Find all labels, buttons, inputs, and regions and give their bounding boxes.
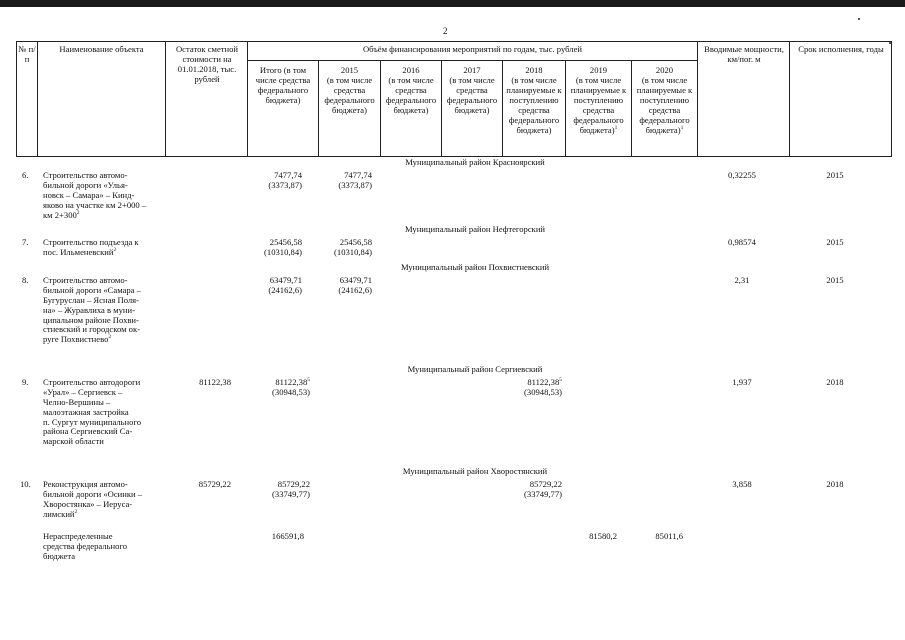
- financing-subheader-line: [247, 60, 697, 61]
- remaining-cost-value: 85729,22: [198, 479, 231, 489]
- grid-line: [37, 41, 38, 157]
- grid-line: [891, 41, 892, 157]
- header-name: Наименование объекта: [59, 44, 144, 54]
- year-2015-value: 63479,71 (24162,6): [338, 275, 372, 295]
- year-2018-value: 81122,38$^5$ (30948,53): [524, 377, 562, 397]
- district-heading: Муниципальный район Нефтегорский: [404, 224, 546, 234]
- deadline-value: 2018: [826, 479, 844, 489]
- object-name: Строительство автомо- бильной дороги «Улья- новск – Самара» – Кинд- яково на участке км 2+000 – км $2+300^2$: [43, 170, 147, 220]
- year-2018-value: 85729,22 (33749,77): [524, 479, 562, 499]
- grid-line: [789, 41, 790, 157]
- capacity-value: 0,98574: [728, 237, 756, 247]
- unallocated-2020: 85011,6: [655, 531, 683, 541]
- capacity-value: 2,31: [734, 275, 750, 285]
- capacity-value: 1,937: [732, 377, 752, 387]
- capacity-value: 0,32255: [728, 170, 756, 180]
- remaining-cost-value: 81122,38: [199, 377, 231, 387]
- total-value: 63479,71 (24162,6): [268, 275, 302, 295]
- object-name: Строительство автодороги «Урал» – Сергиевск – Челно-Вершины – малоэтажная застройка п. Сургут муниципального района Сергиевский Са- марской области: [43, 377, 142, 447]
- row-number: 6.: [22, 170, 29, 180]
- row-number: 9.: [22, 377, 29, 387]
- row-number: 8.: [22, 275, 29, 285]
- row-number: 10.: [20, 479, 31, 489]
- header-year-2016: 2016 (в том числе средства федерального бюджета): [385, 65, 437, 116]
- deadline-value: 2018: [826, 377, 844, 387]
- deadline-value: 2015: [826, 170, 844, 180]
- district-heading: Муниципальный район Красноярский: [405, 157, 545, 167]
- total-value: 25456,58 (10310,84): [264, 237, 302, 257]
- unallocated-name: Нераспределенные средства федерального бюджета: [43, 531, 128, 561]
- header-year-2018: 2018 (в том числе планируемые к поступлению средства федерального бюджета): [506, 65, 562, 136]
- row-number: 7.: [22, 237, 29, 247]
- district-heading: Муниципальный район Хворостянский: [402, 466, 548, 476]
- deadline-value: 2015: [826, 237, 844, 247]
- deadline-value: 2015: [826, 275, 844, 285]
- grid-line: [165, 41, 166, 157]
- header-num: № п/п: [18, 44, 36, 65]
- object-name: Строительство подъезда к пос. Ильменевский$^2$: [43, 237, 139, 257]
- unallocated-total: 166591,8: [271, 531, 304, 541]
- grid-line: [697, 41, 698, 157]
- page-top-border: [0, 0, 905, 7]
- header-year-2017: 2017 (в том числе средства федерального бюджета): [446, 65, 498, 116]
- year-2015-value: 25456,58 (10310,84): [334, 237, 372, 257]
- table-top-border: [16, 41, 892, 42]
- header-deadline: Срок исполнения, годы: [798, 44, 884, 54]
- total-value: 85729,22 (33749,77): [272, 479, 310, 499]
- grid-line: [247, 41, 248, 157]
- object-name: Реконструкция автомо- бильной дороги «Осинки – Хворостянка» – Иеруса- лимский$^2$: [43, 479, 143, 519]
- header-financing: Объём финансирования мероприятий по годам, тыс. рублей: [362, 44, 583, 54]
- header-total: Итого (в том числе средства федерального бюджета): [255, 65, 311, 106]
- district-heading: Муниципальный район Сергиевский: [407, 364, 543, 374]
- total-value: 7477,74 (3373,87): [268, 170, 302, 190]
- unallocated-2019: 81580,2: [589, 531, 617, 541]
- year-2015-value: 7477,74 (3373,87): [338, 170, 372, 190]
- district-heading: Муниципальный район Похвистневский: [400, 262, 550, 272]
- page-number: 2: [443, 26, 448, 36]
- header-year-2020: 2020 (в том числе планируемые к поступлению средства федерального бюджета)$^1$: [636, 65, 693, 136]
- scan-speck: [858, 18, 860, 20]
- total-value: 81122,38$^5$ (30948,53): [272, 377, 310, 397]
- header-year-2019: 2019 (в том числе планируемые к поступлению средства федерального бюджета)$^1$: [570, 65, 627, 136]
- header-capacity: Вводимые мощности, км/пог. м: [704, 44, 784, 65]
- capacity-value: 3,858: [732, 479, 752, 489]
- header-remaining: Остаток сметной стоимости на 01.01.2018, тыс. рублей: [175, 44, 239, 85]
- header-year-2015: 2015 (в том числе средства федерального бюджета): [324, 65, 375, 116]
- object-name: Строительство автомо- бильной дороги «Самара – Бугуруслан – Ясная Поля- на» – Журавлиха в муни- ципальном районе Похви- стневский и городском ок- руге Похвистнево$^2$: [43, 275, 141, 345]
